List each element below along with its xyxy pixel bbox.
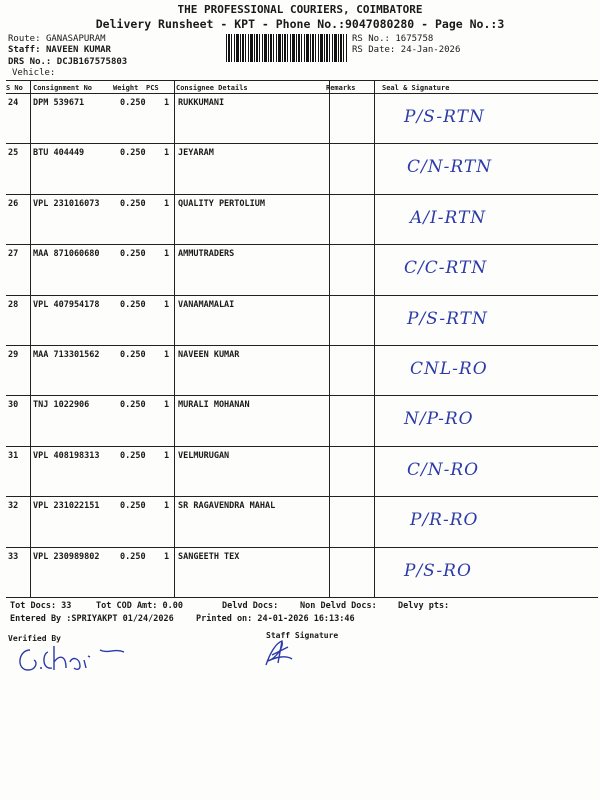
verified-by-label: Verified By bbox=[8, 634, 61, 643]
header-bottom-border bbox=[6, 93, 598, 94]
row-consignment-no: VPL 408198313 bbox=[33, 450, 100, 461]
column-weight: Weight bbox=[113, 84, 139, 92]
row-divider bbox=[6, 547, 598, 548]
row-consignment-no: VPL 230989802 bbox=[33, 551, 100, 562]
rs-no-line bbox=[352, 34, 433, 45]
row-consignee: SR RAGAVENDRA MAHAL bbox=[178, 501, 276, 512]
row-sno: 24 bbox=[8, 98, 19, 108]
staff-label: Staff: bbox=[8, 45, 41, 55]
row-handwritten-status: N/P-RO bbox=[404, 409, 474, 430]
row-consignee: VANAMAMALAI bbox=[178, 299, 235, 310]
column-remarks: Remarks bbox=[326, 84, 356, 92]
column-sno: S No bbox=[6, 84, 23, 92]
row-weight: 0.250 bbox=[120, 98, 146, 108]
row-consignment-no: VPL 231022151 bbox=[33, 501, 100, 512]
row-consignee: SANGEETH TEX bbox=[178, 551, 240, 562]
row-handwritten-status: C/N-RTN bbox=[407, 157, 493, 178]
row-weight: 0.250 bbox=[120, 450, 146, 461]
row-weight: 0.250 bbox=[120, 501, 146, 512]
row-divider bbox=[6, 194, 598, 195]
row-sno: 25 bbox=[8, 148, 19, 159]
vehicle-label: Vehicle: bbox=[12, 68, 56, 78]
row-pcs: 1 bbox=[164, 350, 170, 360]
row-weight: 0.250 bbox=[120, 198, 146, 209]
barcode bbox=[226, 34, 348, 62]
delivery-points: Delvy pts: bbox=[398, 601, 450, 611]
table-top-border bbox=[6, 80, 598, 81]
row-handwritten-status: P/R-RO bbox=[410, 510, 479, 531]
total-cod: Tot COD Amt: 0.00 bbox=[96, 601, 183, 611]
row-pcs: 1 bbox=[164, 148, 170, 159]
row-divider bbox=[6, 395, 598, 396]
total-docs: Tot Docs: 33 bbox=[10, 601, 72, 611]
row-weight: 0.250 bbox=[120, 350, 146, 360]
rs-date-line bbox=[352, 45, 460, 56]
row-sno: 32 bbox=[8, 501, 19, 512]
entered-by: Entered By :SPRIYAKPT 01/24/2026 bbox=[10, 614, 174, 624]
route-value: GANASAPURAM bbox=[45, 34, 106, 44]
rs-no-label: RS No.: bbox=[352, 34, 390, 44]
row-weight: 0.250 bbox=[120, 249, 146, 260]
row-handwritten-status: P/S-RTN bbox=[407, 308, 488, 329]
drs-line bbox=[8, 57, 127, 68]
route-line bbox=[8, 34, 106, 45]
row-consignment-no: VPL 231016073 bbox=[33, 198, 100, 209]
row-sno: 28 bbox=[8, 299, 19, 310]
column-consignee: Consignee Details bbox=[176, 84, 248, 92]
rs-no-value: 1675758 bbox=[395, 34, 434, 44]
row-consignee: MURALI MOHANAN bbox=[178, 400, 250, 411]
rs-date-label: RS Date: bbox=[352, 45, 396, 55]
row-weight: 0.250 bbox=[120, 148, 146, 159]
row-sno: 33 bbox=[8, 551, 19, 562]
row-consignment-no: MAA 713301562 bbox=[33, 350, 100, 360]
row-consignee: JEYARAM bbox=[178, 148, 214, 159]
staff-signature bbox=[262, 637, 302, 667]
col-divider-sno bbox=[30, 80, 31, 597]
row-handwritten-status: CNL-RO bbox=[410, 359, 488, 379]
row-weight: 0.250 bbox=[120, 400, 146, 411]
row-pcs: 1 bbox=[164, 400, 170, 411]
row-consignment-no: DPM 539671 bbox=[33, 98, 85, 108]
row-consignee: VELMURUGAN bbox=[178, 450, 230, 461]
row-handwritten-status: A/I-RTN bbox=[410, 207, 487, 228]
row-divider bbox=[6, 345, 598, 346]
verifier-signature bbox=[14, 640, 134, 676]
non-delivered-docs: Non Delvd Docs: bbox=[300, 601, 377, 611]
row-pcs: 1 bbox=[164, 249, 170, 260]
staff-line bbox=[8, 45, 111, 56]
row-consignment-no: MAA 871060680 bbox=[33, 249, 100, 260]
row-pcs: 1 bbox=[164, 450, 170, 461]
column-consignment: Consignment No bbox=[33, 84, 93, 92]
row-divider bbox=[6, 143, 598, 144]
row-consignee: NAVEEN KUMAR bbox=[178, 350, 240, 360]
printed-on: Printed on: 24-01-2026 16:13:46 bbox=[196, 614, 355, 624]
row-consignment-no: VPL 407954178 bbox=[33, 299, 100, 310]
row-weight: 0.250 bbox=[120, 551, 146, 562]
document-title: THE PROFESSIONAL COURIERS, COIMBATORE bbox=[177, 3, 423, 16]
col-divider-consignee bbox=[174, 80, 175, 597]
row-divider bbox=[6, 496, 598, 497]
row-sno: 27 bbox=[8, 249, 19, 260]
row-pcs: 1 bbox=[164, 98, 170, 108]
row-sno: 31 bbox=[8, 450, 19, 461]
delivered-docs: Delvd Docs: bbox=[222, 601, 279, 611]
row-divider bbox=[6, 244, 598, 245]
column-seal: Seal & Signature bbox=[382, 84, 450, 92]
row-consignment-no: BTU 404449 bbox=[33, 148, 85, 159]
row-pcs: 1 bbox=[164, 299, 170, 310]
row-consignee: AMMUTRADERS bbox=[178, 249, 235, 260]
row-consignee: RUKKUMANI bbox=[178, 98, 225, 108]
row-divider bbox=[6, 446, 598, 447]
row-handwritten-status: P/S-RO bbox=[404, 560, 472, 581]
route-label: Route: bbox=[8, 34, 41, 44]
row-sno: 30 bbox=[8, 400, 19, 411]
row-handwritten-status: P/S-RTN bbox=[404, 107, 485, 127]
row-handwritten-status: C/C-RTN bbox=[404, 258, 488, 279]
rs-date-value: 24-Jan-2026 bbox=[400, 45, 461, 55]
drs-value: DCJB167575803 bbox=[56, 57, 128, 67]
col-divider-remarks bbox=[329, 80, 330, 597]
row-pcs: 1 bbox=[164, 198, 170, 209]
table-bottom-border bbox=[6, 597, 598, 598]
staff-signature-label: Staff Signature bbox=[266, 631, 339, 640]
row-handwritten-status: C/N-RO bbox=[407, 459, 480, 480]
row-weight: 0.250 bbox=[120, 299, 146, 310]
row-consignment-no: TNJ 1022906 bbox=[33, 400, 90, 411]
row-pcs: 1 bbox=[164, 551, 170, 562]
column-pcs: PCS bbox=[146, 84, 159, 92]
row-sno: 29 bbox=[8, 350, 19, 360]
row-consignee: QUALITY PERTOLIUM bbox=[178, 198, 265, 209]
drs-label: DRS No.: bbox=[8, 57, 52, 67]
staff-value: NAVEEN KUMAR bbox=[45, 45, 111, 55]
row-pcs: 1 bbox=[164, 501, 170, 512]
col-divider-seal bbox=[374, 80, 375, 597]
document-subtitle: Delivery Runsheet - KPT - Phone No.:9047080280 - Page No.:3 bbox=[95, 17, 505, 31]
row-sno: 26 bbox=[8, 198, 19, 209]
row-divider bbox=[6, 295, 598, 296]
